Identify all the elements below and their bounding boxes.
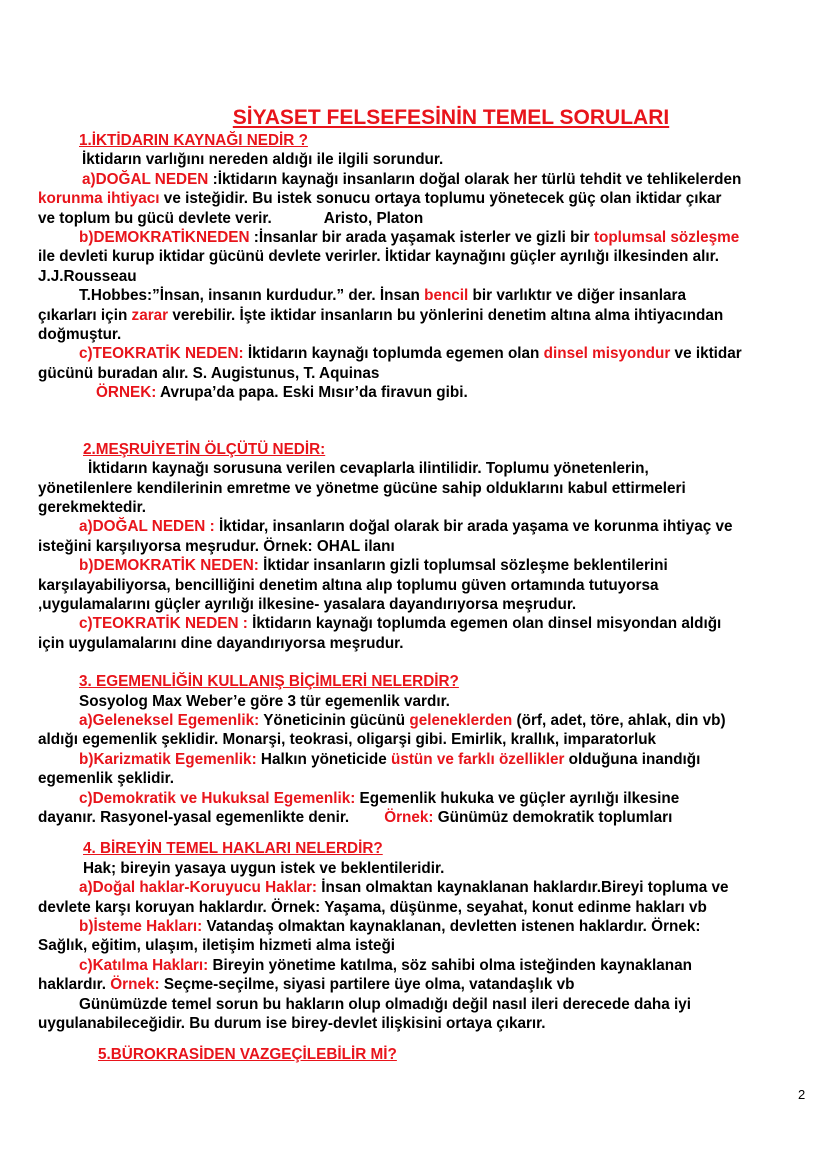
- s2-b-line2: karşılayabiliyorsa, bencilliğini denetim altına alıp toplumu güven ortamında tutuyorsa: [38, 576, 659, 594]
- s2-intro-line2: yönetilenlere kendilerinin emretme ve yönetme gücüne sahip olduklarını kabul ettirmeleri: [38, 479, 686, 497]
- s1-intro: İktidarın varlığını nereden aldığı ile ilgili sorundur.: [82, 151, 444, 169]
- s3-intro: Sosyolog Max Weber’e göre 3 tür egemenlik vardır.: [79, 692, 450, 710]
- s4-c-label: c)Katılma Hakları:: [79, 956, 209, 974]
- s1-example: ÖRNEK: Avrupa’da papa. Eski Mısır’da firavun gibi.: [96, 384, 468, 402]
- s3-a-line1: a)Geleneksel Egemenlik: Yöneticinin gücünü geleneklerden (örf, adet, töre, ahlak, din vb): [79, 711, 726, 729]
- s4-c-line1: c)Katılma Hakları: Bireyin yönetime katılma, söz sahibi olma isteğinden kaynaklanan: [79, 956, 692, 974]
- s2-a-line2: isteğini karşılıyorsa meşrudur. Örnek: OHAL ilanı: [38, 537, 395, 555]
- s4-b-line1: b)İsteme Hakları: Vatandaş olmaktan kaynaklanan, devletten istenen haklardır. Örnek:: [79, 918, 701, 936]
- s4-a-line1: a)Doğal haklar-Koruyucu Haklar: İnsan olmaktan kaynaklanan haklardır.Bireyi topluma ve: [79, 879, 729, 897]
- section-3-heading: 3. EGEMENLİĞİN KULLANIŞ BİÇİMLERİ NELERDİR?: [79, 673, 459, 691]
- s4-b-label: b)İsteme Hakları:: [79, 918, 203, 936]
- section-1-heading: 1.İKTİDARIN KAYNAĞI NEDİR ?: [79, 132, 308, 149]
- s1-a-label: a)DOĞAL NEDEN: [82, 170, 209, 188]
- s1-hobbes-line1: T.Hobbes:”İnsan, insanın kurdudur.” der. İnsan bencil bir varlıktır ve diğer insanlara: [79, 287, 686, 305]
- section-2-heading: 2.MEŞRUİYETİN ÖLÇÜTÜ NEDİR:: [83, 440, 326, 458]
- s2-a-label: a)DOĞAL NEDEN :: [79, 518, 215, 536]
- s1-hobbes-line3: doğmuştur.: [38, 326, 122, 344]
- s1-a-line1: a)DOĞAL NEDEN :İktidarın kaynağı insanların doğal olarak her türlü tehdit ve tehlikelerden: [82, 170, 742, 188]
- s1-a-authors: Aristo, Platon: [323, 209, 424, 227]
- document-page: [38, 105, 810, 1065]
- s1-c-line2: gücünü buradan alır. S. Augistunus, T. Aquinas: [38, 364, 380, 382]
- s1-b-authors: J.J.Rousseau: [38, 267, 137, 285]
- s4-conclusion-line1: Günümüzde temel sorun bu hakların olup olmadığı değil nasıl ileri derecede daha iyi: [79, 995, 692, 1013]
- section-1: [38, 131, 810, 403]
- s3-c-line1: c)Demokratik ve Hukuksal Egemenlik: Egemenlik hukuka ve güçler ayrılığı ilkesine: [79, 789, 680, 807]
- s2-a-line1: a)DOĞAL NEDEN : İktidar, insanların doğal olarak bir arada yaşama ve korunma ihtiyaç ve: [79, 518, 733, 536]
- s2-c-line1: c)TEOKRATİK NEDEN : İktidarın kaynağı toplumda egemen olan dinsel misyondan aldığı: [79, 615, 722, 633]
- s4-conclusion-line2: uygulanabileceğidir. Bu durum ise birey-devlet ilişkisini ortaya çıkarır.: [38, 1015, 546, 1033]
- s4-b-line2: Sağlık, eğitim, ulaşım, iletişim hizmeti alma isteği: [38, 937, 396, 955]
- s2-b-line1: b)DEMOKRATİK NEDEN: İktidar insanların gizli toplumsal sözleşme beklentilerini: [79, 557, 668, 575]
- section-3: [38, 672, 810, 827]
- section-4-heading: 4. BİREYİN TEMEL HAKLARI NELERDİR?: [83, 840, 383, 858]
- section-5: [38, 1045, 810, 1064]
- s3-c-line2: dayanır. Rasyonel-yasal egemenlikte denir. Örnek: Günümüz demokratik toplumları: [38, 809, 673, 826]
- s3-c-label: c)Demokratik ve Hukuksal Egemenlik:: [79, 789, 356, 807]
- s2-c-line2: için uygulamalarını dine dayandırıyorsa meşrudur.: [38, 634, 404, 652]
- s1-b-label: b)DEMOKRATİKNEDEN: [79, 229, 250, 247]
- section-5-heading: 5.BÜROKRASİDEN VAZGEÇİLEBİLİR Mİ?: [98, 1046, 397, 1064]
- s1-a-line3: ve toplum bu gücü devlete verir. Aristo, Platon: [38, 209, 424, 227]
- s2-b-label: b)DEMOKRATİK NEDEN:: [79, 557, 259, 575]
- s4-a-label: a)Doğal haklar-Koruyucu Haklar:: [79, 879, 318, 897]
- s3-a-label: a)Geleneksel Egemenlik:: [79, 711, 260, 729]
- s2-intro-line3: gerekmektedir.: [38, 498, 146, 516]
- section-2: [38, 440, 810, 653]
- s4-intro: Hak; bireyin yasaya uygun istek ve beklentileridir.: [83, 859, 445, 877]
- s3-a-line2: aldığı egemenlik şeklidir. Monarşi, teokrasi, oligarşi gibi. Emirlik, krallık, imparatorluk: [38, 731, 657, 749]
- s2-c-label: c)TEOKRATİK NEDEN :: [79, 615, 248, 633]
- s4-a-line2: devlete karşı koruyan haklardır. Örnek: Yaşama, düşünme, seyahat, konut edinme hakları vb: [38, 898, 707, 916]
- s4-c-line2: haklardır. Örnek: Seçme-seçilme, siyasi partilere üye olma, vatandaşlık vb: [38, 976, 575, 994]
- page-title: SİYASET FELSEFESİNİN TEMEL SORULARI: [232, 106, 670, 129]
- page-number: 2: [798, 1087, 806, 1102]
- s1-b-line1: b)DEMOKRATİKNEDEN :İnsanlar bir arada yaşamak isterler ve gizli bir toplumsal sözleşme: [79, 229, 740, 247]
- s1-b-line2: ile devleti kurup iktidar gücünü devlete verirler. İktidar kaynağını güçler ayrılığı ilkesinden alır.: [38, 248, 719, 266]
- s2-b-line3: ,uygulamalarını güçler ayrılığı ilkesine- yasalara dayandırıyorsa meşrudur.: [38, 595, 577, 613]
- section-4: [38, 839, 810, 1033]
- s3-b-line2: egemenlik şeklidir.: [38, 770, 175, 788]
- s1-c-label: c)TEOKRATİK NEDEN:: [79, 345, 244, 363]
- s2-intro-line1: İktidarın kaynağı sorusuna verilen cevaplarla ilintilidir. Toplumu yönetenlerin,: [88, 460, 649, 478]
- s1-a-line2: korunma ihtiyacı ve isteğidir. Bu istek sonucu ortaya toplumu yönetecek güç olan iktidar çıkar: [38, 190, 722, 208]
- s3-b-line1: b)Karizmatik Egemenlik: Halkın yöneticide üstün ve farklı özellikler olduğuna inandığı: [79, 750, 701, 768]
- s1-hobbes-line2: çıkarları için zarar verebilir. İşte iktidar insanların bu yönlerini denetim altına alma ihtiyacından: [38, 306, 724, 324]
- s3-b-label: b)Karizmatik Egemenlik:: [79, 750, 257, 768]
- s1-c-line1: c)TEOKRATİK NEDEN: İktidarın kaynağı toplumda egemen olan dinsel misyondur ve iktidar: [79, 345, 742, 363]
